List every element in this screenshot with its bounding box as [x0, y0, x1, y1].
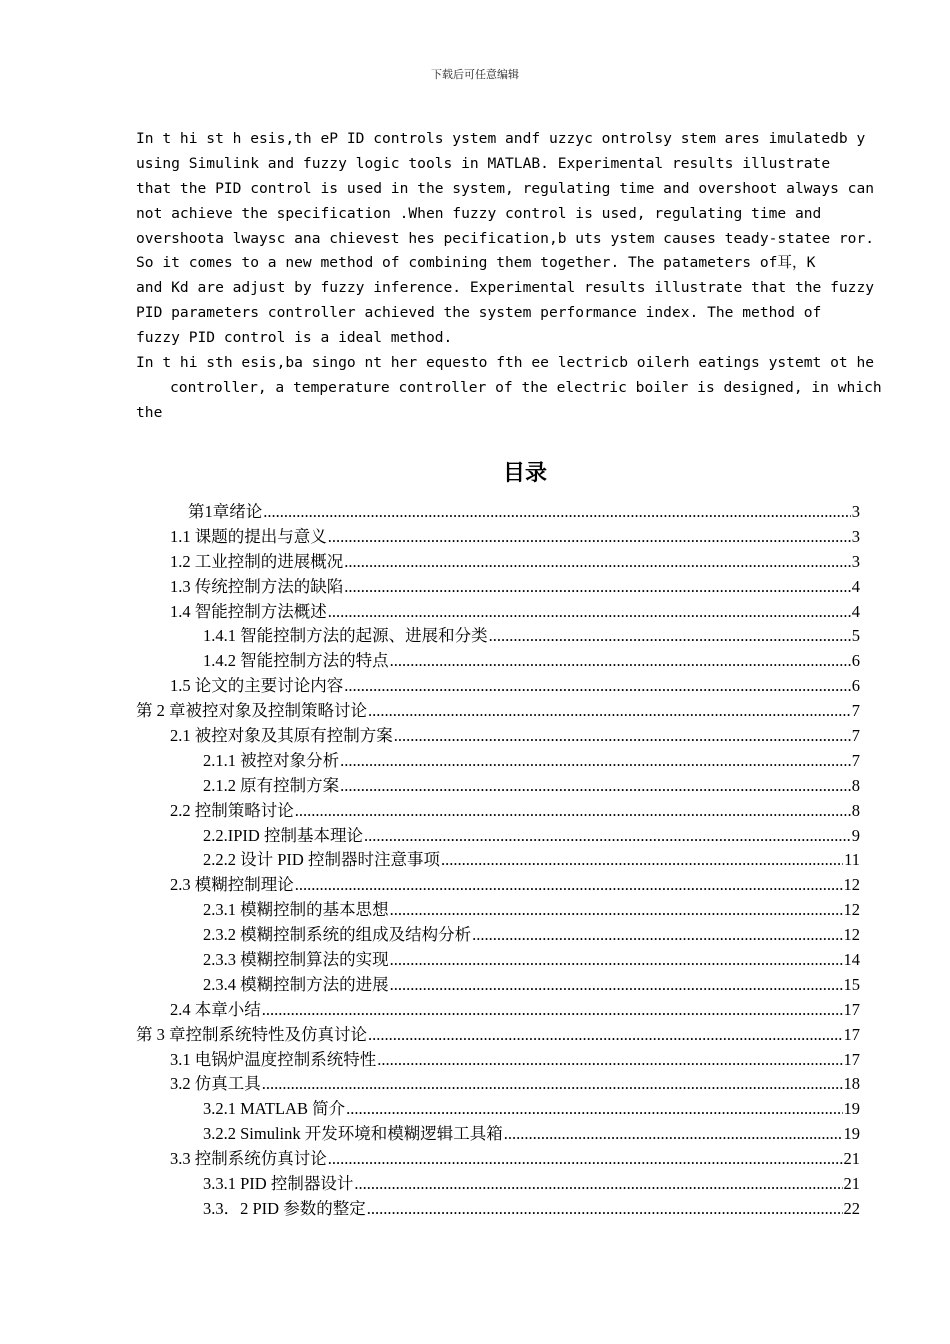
abstract-line: PID parameters controller achieved the system performance index. The method of [136, 304, 822, 322]
toc-entry[interactable] [136, 575, 860, 600]
toc-entry[interactable] [136, 1023, 860, 1048]
toc-dot-leader [328, 600, 851, 625]
toc-entry[interactable] [136, 699, 860, 724]
toc-entry[interactable] [136, 674, 860, 699]
toc-entry-label: 2.3.3 模糊控制算法的实现 [203, 950, 389, 970]
toc-dot-leader [390, 973, 843, 998]
toc-entry[interactable] [136, 948, 860, 973]
toc-page-number: 12 [843, 900, 860, 920]
toc-entry-label: 3.3 控制系统仿真讨论 [170, 1149, 327, 1169]
toc-dot-leader [368, 699, 851, 724]
toc-entry[interactable] [136, 550, 860, 575]
page-header: 下载后可任意编辑 [431, 68, 519, 81]
abstract-line: controller, a temperature controller of the electric boiler is designed, in which [170, 378, 882, 396]
abstract-line: So it comes to a new method of combining them together. The patameters of耳，K [136, 254, 816, 272]
abstract-line: In t hi sth esis,ba singo nt her equesto fth ee lectricb oilerh eatings ystemt ot he [136, 354, 875, 372]
abstract-text [136, 127, 896, 426]
toc-dot-leader [328, 525, 851, 550]
toc-entry[interactable] [136, 649, 860, 674]
toc-entry-label: 2.3.4 模糊控制方法的进展 [203, 974, 389, 994]
toc-entry-label: 2.3.1 模糊控制的基本思想 [203, 900, 389, 920]
toc-entry-label: 2.2.IPID 控制基本理论 [203, 825, 363, 845]
toc-entry-label: 3.2.2 Simulink 开发环境和模糊逻辑工具箱 [203, 1124, 503, 1144]
abstract-line: that the PID control is used in the system, regulating time and overshoot always can [136, 179, 875, 197]
toc-page-number: 6 [851, 676, 860, 696]
toc-entry[interactable] [136, 525, 860, 550]
toc-entry-label: 1.2 工业控制的进展概况 [170, 551, 344, 571]
toc-dot-leader [441, 848, 843, 873]
toc-dot-leader [472, 923, 842, 948]
toc-page-number: 4 [851, 601, 860, 621]
toc-entry-label: 1.4 智能控制方法概述 [170, 601, 327, 621]
toc-page-number: 17 [843, 999, 860, 1019]
toc-page-number: 22 [843, 1198, 860, 1218]
toc-page-number: 3 [851, 551, 860, 571]
toc-dot-leader [340, 774, 851, 799]
toc-entry-label: 2.3.2 模糊控制系统的组成及结构分析 [203, 925, 472, 945]
toc-entry-label: 3.2.1 MATLAB 简介 [203, 1099, 346, 1119]
toc-entry[interactable] [136, 1172, 860, 1197]
toc-entry[interactable] [136, 799, 860, 824]
toc-entry[interactable] [136, 1048, 860, 1073]
toc-entry[interactable] [136, 923, 860, 948]
toc-entry[interactable] [136, 998, 860, 1023]
toc-dot-leader [328, 1147, 843, 1172]
toc-dot-leader [344, 575, 851, 600]
toc-entry-label: 第 3 章控制系统特性及仿真讨论 [136, 1024, 367, 1044]
toc-page-number: 21 [843, 1174, 860, 1194]
toc-page-number: 12 [843, 875, 860, 895]
abstract-line: fuzzy PID control is a ideal method. [136, 329, 453, 347]
toc-entry[interactable] [136, 848, 860, 873]
abstract-line: In t hi st h esis,th eP ID controls ystem andf uzzyc ontrolsy stem ares imulatedb y [136, 130, 866, 147]
table-of-contents [136, 500, 860, 1222]
toc-dot-leader [344, 674, 851, 699]
toc-dot-leader [262, 998, 843, 1023]
toc-entry-label: 1.1 课题的提出与意义 [170, 526, 327, 546]
toc-dot-leader [344, 550, 851, 575]
toc-page-number: 5 [851, 626, 860, 646]
toc-entry-label: 3.2 仿真工具 [170, 1074, 261, 1094]
abstract-line: the [136, 403, 163, 421]
toc-entry-label: 第1章绪论 [188, 502, 263, 521]
abstract-line: not achieve the specification .When fuzzy control is used, regulating time and [136, 204, 822, 222]
toc-entry-label: 2.1.1 被控对象分析 [203, 750, 340, 770]
toc-entry[interactable] [136, 1197, 860, 1222]
toc-entry-label: 1.4.1 智能控制方法的起源、进展和分类 [203, 626, 488, 646]
toc-page-number: 3 [851, 526, 860, 546]
toc-page-number: 14 [843, 950, 860, 970]
toc-dot-leader [295, 873, 843, 898]
toc-page-number: 18 [843, 1074, 860, 1094]
toc-page-number: 17 [843, 1049, 860, 1069]
toc-entry[interactable] [136, 824, 860, 849]
toc-entry-label: 2.4 本章小结 [170, 999, 261, 1019]
toc-dot-leader [489, 624, 851, 649]
toc-entry[interactable] [136, 1147, 860, 1172]
toc-dot-leader [377, 1048, 842, 1073]
toc-dot-leader [354, 1172, 842, 1197]
toc-page-number: 21 [843, 1149, 860, 1169]
toc-entry[interactable] [136, 973, 860, 998]
toc-dot-leader [364, 824, 851, 849]
toc-page-number: 12 [843, 925, 860, 945]
toc-entry-label: 3.3．2 PID 参数的整定 [203, 1198, 366, 1218]
toc-entry-label: 1.3 传统控制方法的缺陷 [170, 576, 344, 596]
toc-entry-label: 2.3 模糊控制理论 [170, 875, 294, 895]
toc-page-number: 3 [851, 502, 860, 521]
toc-entry[interactable] [136, 624, 860, 649]
toc-entry[interactable] [136, 724, 860, 749]
toc-page-number: 4 [851, 576, 860, 596]
toc-dot-leader [504, 1122, 843, 1147]
toc-dot-leader [390, 898, 843, 923]
toc-entry[interactable] [136, 774, 860, 799]
toc-dot-leader [390, 948, 843, 973]
toc-page-number: 7 [851, 726, 860, 746]
toc-entry-label: 第 2 章被控对象及控制策略讨论 [136, 701, 367, 721]
toc-entry-label: 1.4.2 智能控制方法的特点 [203, 651, 389, 671]
toc-dot-leader [263, 500, 851, 525]
toc-page-number: 17 [843, 1024, 860, 1044]
toc-entry-label: 2.1.2 原有控制方案 [203, 775, 340, 795]
toc-dot-leader [295, 799, 851, 824]
toc-page-number: 19 [843, 1124, 860, 1144]
toc-page-number: 9 [851, 825, 860, 845]
toc-entry-label: 2.2.2 设计 PID 控制器时注意事项 [203, 850, 440, 870]
toc-page-number: 19 [843, 1099, 860, 1119]
toc-entry[interactable] [136, 898, 860, 923]
toc-entry[interactable] [136, 873, 860, 898]
toc-entry[interactable] [136, 600, 860, 625]
toc-dot-leader [394, 724, 851, 749]
toc-entry[interactable] [136, 1122, 860, 1147]
toc-page-number: 15 [843, 974, 860, 994]
abstract-line: and Kd are adjust by fuzzy inference. Experimental results illustrate that the fuzzy [136, 279, 875, 297]
toc-page-number: 6 [851, 651, 860, 671]
toc-dot-leader [346, 1097, 842, 1122]
toc-page-number: 7 [851, 701, 860, 721]
toc-entry[interactable] [136, 500, 860, 525]
abstract-line: overshoota lwaysc ana chievest hes pecification,b uts ystem causes teady-statee ror. [136, 229, 875, 247]
toc-dot-leader [262, 1072, 843, 1097]
toc-entry-label: 3.1 电锅炉温度控制系统特性 [170, 1049, 377, 1069]
toc-entry-label: 2.2 控制策略讨论 [170, 800, 294, 820]
toc-page-number: 8 [851, 775, 860, 795]
toc-dot-leader [340, 749, 851, 774]
toc-entry-label: 1.5 论文的主要讨论内容 [170, 676, 344, 696]
toc-entry[interactable] [136, 1097, 860, 1122]
toc-title: 目录 [502, 460, 547, 486]
toc-page-number: 8 [851, 800, 860, 820]
toc-dot-leader [367, 1197, 843, 1222]
toc-entry[interactable] [136, 749, 860, 774]
toc-page-number: 7 [851, 750, 860, 770]
toc-dot-leader [390, 649, 851, 674]
toc-entry-label: 3.3.1 PID 控制器设计 [203, 1174, 354, 1194]
toc-entry-label: 2.1 被控对象及其原有控制方案 [170, 726, 393, 746]
toc-page-number: 11 [844, 850, 860, 870]
toc-dot-leader [368, 1023, 843, 1048]
abstract-line: using Simulink and fuzzy logic tools in MATLAB. Experimental results illustrate [136, 154, 831, 172]
toc-entry[interactable] [136, 1072, 860, 1097]
